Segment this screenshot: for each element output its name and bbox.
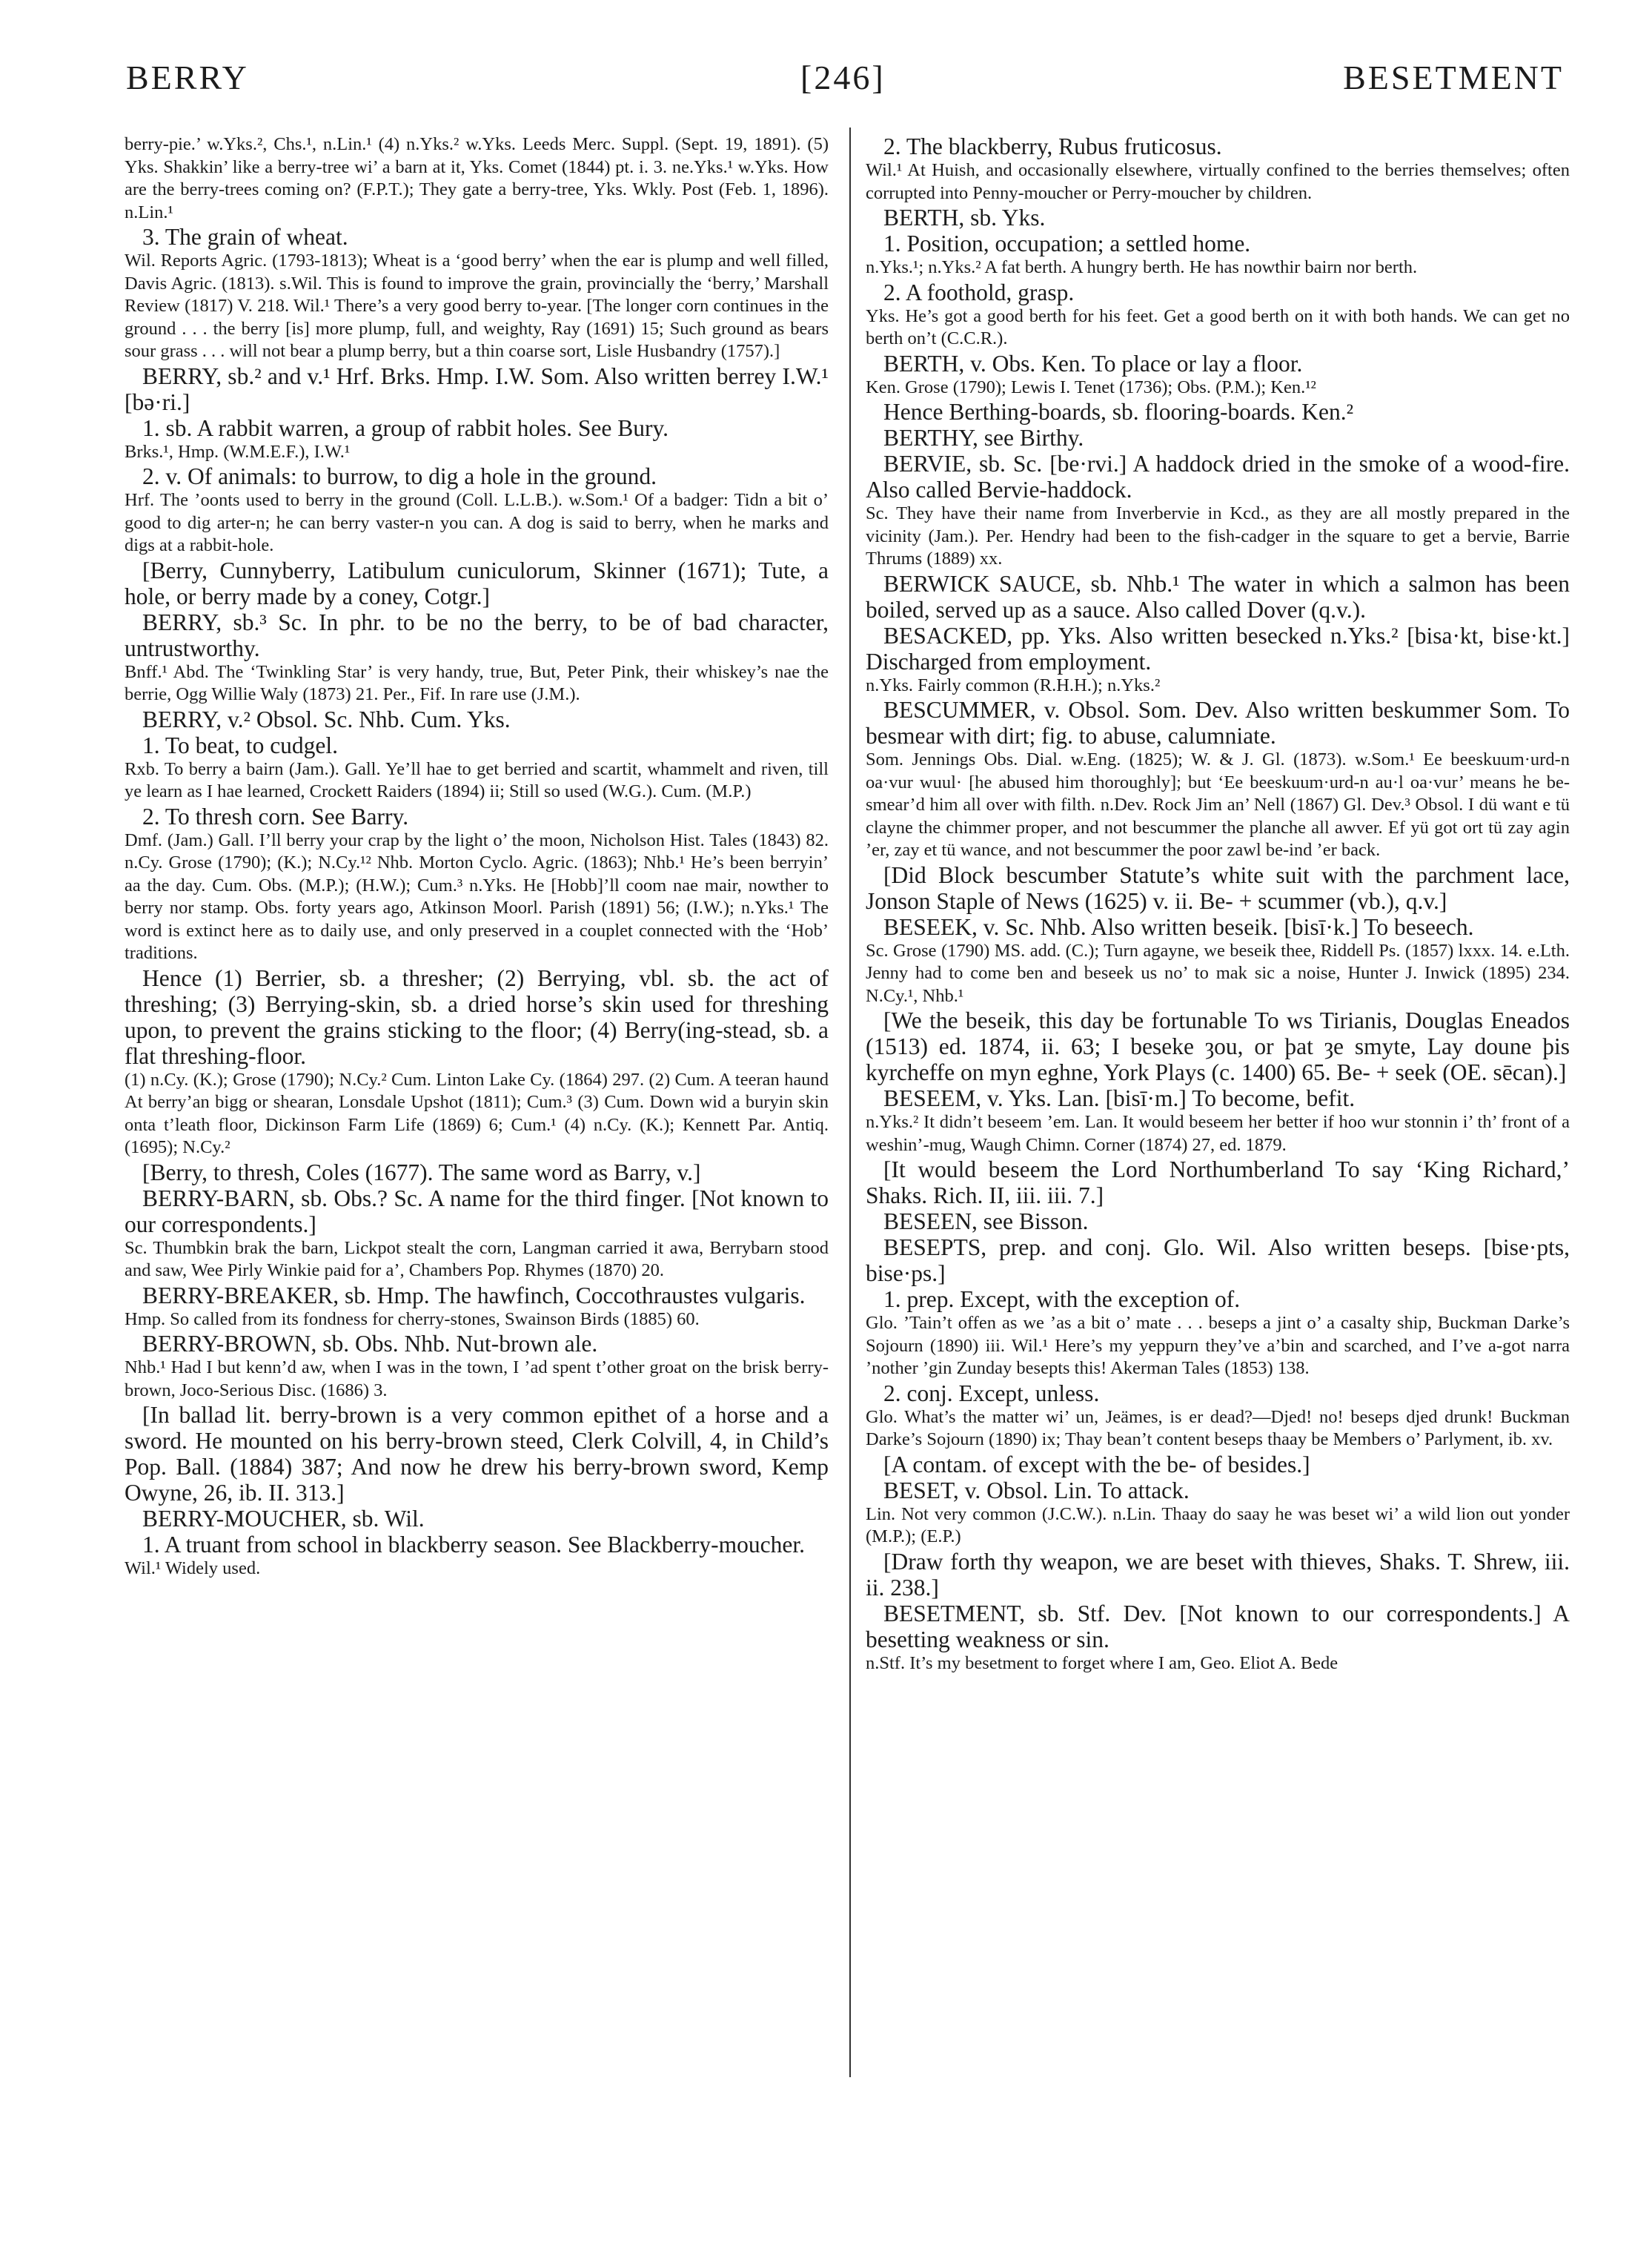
- entry-text: BESETMENT, sb. Stf. Dev. [Not known to our correspondents.] A besetting weakness or sin.: [866, 1600, 1570, 1652]
- entry-text: BERTH, v. Obs. Ken. To place or lay a floor.: [883, 350, 1303, 377]
- entry-text: BERWICK SAUCE, sb. Nhb.¹ The water in which a salmon has been boiled, served up as a sauce. Also called Dover (q.v.).: [866, 570, 1570, 623]
- entry-text: 2. A foothold, grasp.: [883, 279, 1075, 305]
- entry-text: BERRY-BREAKER, sb. Hmp. The hawfinch, Coccothraustes vulgaris.: [142, 1282, 806, 1308]
- entry-text: BERTH, sb. Yks.: [883, 205, 1046, 231]
- entry-text: BERRY, sb.² and v.¹ Hrf. Brks. Hmp. I.W. Som. Also written berrey I.W.¹ [bə·ri.]: [125, 363, 829, 415]
- entry-text: BESCUMMER, v. Obsol. Som. Dev. Also written beskummer Som. To besmear with dirt; fig. to abuse, calumniate.: [866, 697, 1570, 749]
- citation-text: Hmp. So called from its fondness for cherry-stones, Swainson Birds (1885) 60.: [125, 1308, 700, 1329]
- entry-text: [Did Block bescumber Statute’s white suit with the parchment lace, Jonson Staple of News (1625) v. ii. Be- + scummer (vb.), q.v.]: [866, 861, 1570, 914]
- entry-text: [In ballad lit. berry-brown is a very common epithet of a horse and a sword. He mounted on his berry-brown steed, Clerk Colvill, 4, in Child’s Pop. Ball. (1884) 387; And now he drew his berry-brown sword, Kemp Owyne, 26, ib. II. 313.]: [125, 1402, 829, 1506]
- entry-text: BERRY-BROWN, sb. Obs. Nhb. Nut-brown ale.: [142, 1331, 598, 1357]
- citation-text: Nhb.¹ Had I but kenn’d aw, when I was in the town, I ’ad spent t’other groat on the brisk berry-brown, Joco-Serious Disc. (1686) 3.: [125, 1357, 829, 1400]
- entry-text: 1. sb. A rabbit warren, a group of rabbit holes. See Bury.: [142, 414, 669, 441]
- entry-text: [Berry, Cunnyberry, Latibulum cuniculorum, Skinner (1671); Tute, a hole, or berry made by a coney, Cotgr.]: [125, 557, 829, 609]
- citation-text: Glo. ’Tain’t offen as we ’as a bit o’ mate . . . beseps a jint o’ a casalty ship, Buckman Darke’s Sojourn (1890) iii. Wil.¹ Here’s my yeppurn they’ve a’bin and scarched, and I’ve a-got narra ’nother ’gin Zunday besepts this! Akerman Tales (1853) 138.: [866, 1313, 1570, 1378]
- citation-text: Wil.¹ At Huish, and occasionally elsewhere, virtually confined to the berries themselves; often corrupted into Penny-moucher or Perry-moucher by children.: [866, 160, 1570, 203]
- entry-text: 2. To thresh corn. See Barry.: [142, 803, 409, 830]
- citation-text: Rxb. To berry a bairn (Jam.). Gall. Ye’ll hae to get berried and scartit, whammelt and riven, till ye learn as I hae learned, Crockett Raiders (1894) ii; Still so used (W.G.). Cum. (M.P.): [125, 758, 829, 801]
- entry-text: BESEPTS, prep. and conj. Glo. Wil. Also written beseps. [bise·pts, bise·ps.]: [866, 1234, 1570, 1286]
- entry-text: BERRY-MOUCHER, sb. Wil.: [142, 1506, 425, 1532]
- running-header: [119, 58, 1571, 110]
- citation-text: Sc. Grose (1790) MS. add. (C.); Turn agayne, we beseik thee, Riddell Ps. (1857) lxxx. 14. e.Lth. Jenny had to come ben and beseek us no’ to mak sic a noise, Hunter J. Inwick (1895) 234. N.Cy.¹, Nhb.¹: [866, 940, 1570, 1006]
- entry-text: 3. The grain of wheat.: [142, 224, 348, 250]
- entry-text: BERTHY, see Birthy.: [883, 425, 1084, 451]
- citation-text: Hrf. The ’oonts used to berry in the ground (Coll. L.L.B.). w.Som.¹ Of a badger: Tidn a bit o’ good to dig arter-n; he can berry vaster-n you can. A dog is said to berry, when he marks and digs at a rabbit-hole.: [125, 490, 829, 555]
- entry-text: [We the beseik, this day be fortunable To ws Tirianis, Douglas Eneados (1513) ed. 1874, ii. 63; I beseke ȝou, or þat ȝe smyte, Lay doune þis kyrcheffe on myn eghne, York Plays (c. 1400) 65. Be- + seek (OE. sēcan).]: [866, 1007, 1570, 1085]
- column-divider: [849, 128, 851, 2077]
- entry-text: [Berry, to thresh, Coles (1677). The same word as Barry, v.]: [142, 1159, 701, 1185]
- entry-text: 1. Position, occupation; a settled home.: [883, 231, 1251, 256]
- citation-text: Som. Jennings Obs. Dial. w.Eng. (1825); W. & J. Gl. (1873). w.Som.¹ Ee beeskuum·urd-n oa·vur wuul· [he abused him thoroughly]; but ‘Ee beeskuum·urd-n au·l oa·vur’ means he be-smear’d him all over with filth. n.Dev. Rock Jim an’ Nell (1867) Gl. Dev.³ Obsol. I dü want e tü clayne the chimmer proper, and not bescummer the planche all awver. Ef yü got ort tü zay agin ’er, zay et tü wance, and not bescummer the poor zawl be-ind ’er back.: [866, 749, 1570, 860]
- entry-text: BESACKED, pp. Yks. Also written besecked n.Yks.² [bisa·kt, bise·kt.] Discharged from employment.: [866, 622, 1570, 675]
- entry-text: [A contam. of except with the be- of besides.]: [883, 1451, 1310, 1477]
- entry-text: 2. v. Of animals: to burrow, to dig a hole in the ground.: [142, 463, 657, 489]
- entry-text: 2. The blackberry, Rubus fruticosus.: [883, 133, 1222, 159]
- entry-text: Hence (1) Berrier, sb. a thresher; (2) Berrying, vbl. sb. the act of threshing; (3) Berrying-skin, sb. a dried horse’s skin used for threshing upon, to prevent the grains sticking to the floor; (4) Berry(ing-stead, sb. a flat threshing-floor.: [125, 964, 829, 1069]
- citation-text: Dmf. (Jam.) Gall. I’ll berry your crap by the light o’ the moon, Nicholson Hist. Tales (1843) 82. n.Cy. Grose (1790); (K.); N.Cy.¹² Nhb. Morton Cyclo. Agric. (1863); Nhb.¹ He’s been berryin’ aa the day. Cum. Obs. (M.P.); (H.W.); Cum.³ n.Yks. He [Hobb]’ll coom nae mair, nowther to berry nor stamp. Obs. forty years ago, Atkinson Moorl. Parish (1891) 56; (I.W.); n.Yks.¹ The word is extinct here as to daily use, and only preserved in a couplet connected with the ‘Hob’ traditions.: [125, 830, 829, 963]
- citation-text: Yks. He’s got a good berth for his feet. Get a good berth on it with both hands. We can get no berth on’t (C.C.R.).: [866, 305, 1570, 348]
- entry-text: 1. prep. Except, with the exception of.: [883, 1286, 1241, 1312]
- entry-text: BERRY-BARN, sb. Obs.? Sc. A name for the third finger. [Not known to our correspondents.]: [125, 1185, 829, 1237]
- citation-text: Wil. Reports Agric. (1793-1813); Wheat is a ‘good berry’ when the ear is plump and well filled, Davis Agric. (1813). s.Wil. This is found to improve the grain, provincially the ‘berry,’ Marshall Review (1817) V. 218. Wil.¹ There’s a very good berry to-year. [The longer corn continues in the ground . . . the berry [is] more plump, full, and weighty, Ray (1691) 15; Such ground as bears sour grass . . . will not bear a plump berry, but a thin coarse sort, Lisle Husbandry (1757).]: [125, 251, 829, 361]
- entry-text: BERRY, sb.³ Sc. In phr. to be no the berry, to be of bad character, untrustworthy.: [125, 609, 829, 661]
- entry-text: BESET, v. Obsol. Lin. To attack.: [883, 1477, 1190, 1503]
- header-left-word: BERRY: [126, 59, 249, 96]
- citation-text: Bnff.¹ Abd. The ‘Twinkling Star’ is very handy, true, But, Peter Pink, their whiskey’s nae the berrie, Ogg Willie Waly (1873) 21. Per., Fif. In rare use (J.M.).: [125, 661, 829, 704]
- page-number: [246]: [800, 59, 886, 96]
- right-column: [866, 133, 1570, 1675]
- entry-text: BESEEK, v. Sc. Nhb. Also written beseik. [bisī·k.] To beseech.: [883, 913, 1474, 940]
- citation-text: Ken. Grose (1790); Lewis I. Tenet (1736); Obs. (P.M.); Ken.¹²: [866, 377, 1316, 397]
- citation-text: n.Yks.² It didn’t beseem ’em. Lan. It would beseem her better if hoo wur stonnin i’ th’ front of a weshin’-mug, Waugh Chimn. Corner (1874) 27, ed. 1879.: [866, 1112, 1570, 1155]
- entry-text: BESEEN, see Bisson.: [883, 1208, 1089, 1234]
- entry-text: BERRY, v.² Obsol. Sc. Nhb. Cum. Yks.: [142, 706, 511, 732]
- entry-text: 2. conj. Except, unless.: [883, 1380, 1100, 1406]
- citation-text: Glo. What’s the matter wi’ un, Jeämes, is er dead?—Djed! no! beseps djed drunk! Buckman Darke’s Sojourn (1890) ix; Thay bean’t content beseps thaay be Members o’ Parlyment, ib. xv.: [866, 1406, 1570, 1449]
- citation-text: Wil.¹ Widely used.: [125, 1558, 261, 1578]
- entry-text: [Draw forth thy weapon, we are beset with thieves, Shaks. T. Shrew, iii. ii. 238.]: [866, 1548, 1570, 1601]
- citation-text: Sc. Thumbkin brak the barn, Lickpot stealt the corn, Langman carried it awa, Berrybarn stood and saw, Wee Pirly Winkie paid for a’, Chambers Pop. Rhymes (1870) 20.: [125, 1237, 829, 1280]
- citation-text: (1) n.Cy. (K.); Grose (1790); N.Cy.² Cum. Linton Lake Cy. (1864) 297. (2) Cum. A teeran haund At berry’an bigg or shearan, Lonsdale Upshot (1811); Cum.³ (3) Cum. Down wid a buryin skin onta t’leath floor, Dickinson Farm Life (1869) 6; Cum.¹ (4) n.Cy. (K.); Kennett Par. Antiq. (1695); N.Cy.²: [125, 1069, 829, 1157]
- header-right-word: BESETMENT: [1343, 59, 1564, 96]
- entry-text: [It would beseem the Lord Northumberland To say ‘King Richard,’ Shaks. Rich. II, iii. iii. 7.]: [866, 1156, 1570, 1208]
- citation-text: n.Yks.¹; n.Yks.² A fat berth. A hungry berth. He has nowthir bairn nor berth.: [866, 257, 1418, 277]
- left-column: [125, 133, 829, 1581]
- entry-text: BERVIE, sb. Sc. [be·rvi.] A haddock dried in the smoke of a wood-fire. Also called Bervie-haddock.: [866, 451, 1570, 503]
- entry-text: 1. A truant from school in blackberry season. See Blackberry-moucher.: [142, 1532, 805, 1558]
- entry-text: Hence Berthing-boards, sb. flooring-boards. Ken.²: [883, 399, 1354, 425]
- citation-text: n.Yks. Fairly common (R.H.H.); n.Yks.²: [866, 675, 1161, 695]
- citation-text: Lin. Not very common (J.C.W.). n.Lin. Thaay do saay he was beset wi’ a wild lion out yonder (M.P.); (E.P.): [866, 1503, 1570, 1546]
- citation-text: Sc. They have their name from Inverbervie in Kcd., as they are all mostly prepared in the vicinity (Jam.). Per. Hendry had been to the fish-cadger in the square to get a bervie, Barrie Thrums (1889) xx.: [866, 503, 1570, 569]
- entry-text: 1. To beat, to cudgel.: [142, 732, 339, 758]
- citation-text: n.Stf. It’s my besetment to forget where I am, Geo. Eliot A. Bede: [866, 1652, 1338, 1673]
- entry-text: BESEEM, v. Yks. Lan. [bisī·m.] To become, befit.: [883, 1085, 1356, 1111]
- citation-text: Brks.¹, Hmp. (W.M.E.F.), I.W.¹: [125, 441, 351, 462]
- citation-text: berry-pie.’ w.Yks.², Chs.¹, n.Lin.¹ (4) n.Yks.² w.Yks. Leeds Merc. Suppl. (Sept. 19, 1891). (5) Yks. Shakkin’ like a berry-tree wi’ a barn at it, Yks. Comet (1844) pt. i. 3. ne.Yks.¹ w.Yks. How are the berry-trees coming on? (F.P.T.); They gate a berry-tree, Yks. Wkly. Post (Feb. 1, 1896). n.Lin.¹: [125, 134, 829, 222]
